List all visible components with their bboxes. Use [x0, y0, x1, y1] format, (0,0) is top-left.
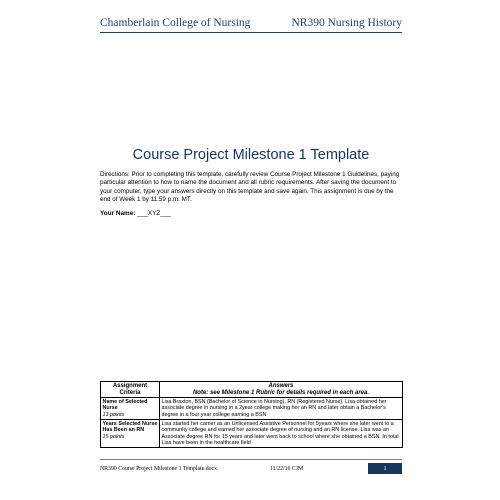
criteria-name: Name of Selected Nurse — [102, 398, 148, 412]
criteria-name: Years Selected Nurse Has Been an RN — [102, 420, 158, 434]
table-row — [101, 398, 403, 420]
answer-cell[interactable]: Lisa Braxton, BSN (Bachelor of Science in Nursing), RN (Registered Nurse). Lisa obtained her associate degree in nursing in a 2year college making her an RN and later obtain a Bachelor's degree in a four year college earning a BSN — [160, 398, 403, 420]
your-name-line — [100, 210, 171, 217]
criteria-header: Assignment Criteria — [101, 382, 160, 398]
footer-date: 11/22/16 CJM — [270, 465, 304, 472]
your-name-label: Your Name: — [100, 210, 136, 217]
answers-header — [160, 382, 403, 398]
rubric-table — [100, 381, 403, 448]
page-header — [100, 17, 402, 33]
answers-header-note: Note: see Milestone 1 Rubric for details required in each area. — [192, 389, 370, 396]
criteria-cell — [101, 398, 160, 420]
footer-filename: NR390 Course Project Milestone 1 Template.docx — [100, 465, 218, 472]
header-course: NR390 Nursing History — [291, 17, 402, 29]
table-header-row — [101, 382, 403, 398]
criteria-points: 13 points — [102, 411, 125, 418]
page-number-badge: 1 — [368, 463, 402, 474]
criteria-cell — [101, 420, 160, 448]
answer-cell[interactable]: Lisa started her carrier as an Unlicensed Assistive Personnel for 5years where she later went to a community college and earned her associate degree of nursing and an RN license. Lisa was an Associate degree RN for 15 years and later went back to school where she obtained a BSN. In total Lisa have been in the healthcare field — [160, 420, 403, 448]
page-footer — [100, 459, 402, 474]
header-institution: Chamberlain College of Nursing — [100, 17, 251, 29]
directions-paragraph: Directions: Prior to completing this template, carefully review Course Project Milestone 1 Guidelines, paying particular attention to how to name the document and all rubric requirements. After saving the document to your computer, type your answers directly on this template and save again. This assignment is due by the end of Week 1 by 11:59 p.m. MT. — [100, 171, 400, 204]
table-row — [101, 420, 403, 448]
criteria-points: 15 points — [102, 433, 125, 440]
answers-header-title: Answers — [268, 382, 294, 389]
document-title: Course Project Milestone 1 Template — [132, 147, 370, 163]
your-name-value[interactable]: ___XYZ___ — [135, 210, 171, 217]
